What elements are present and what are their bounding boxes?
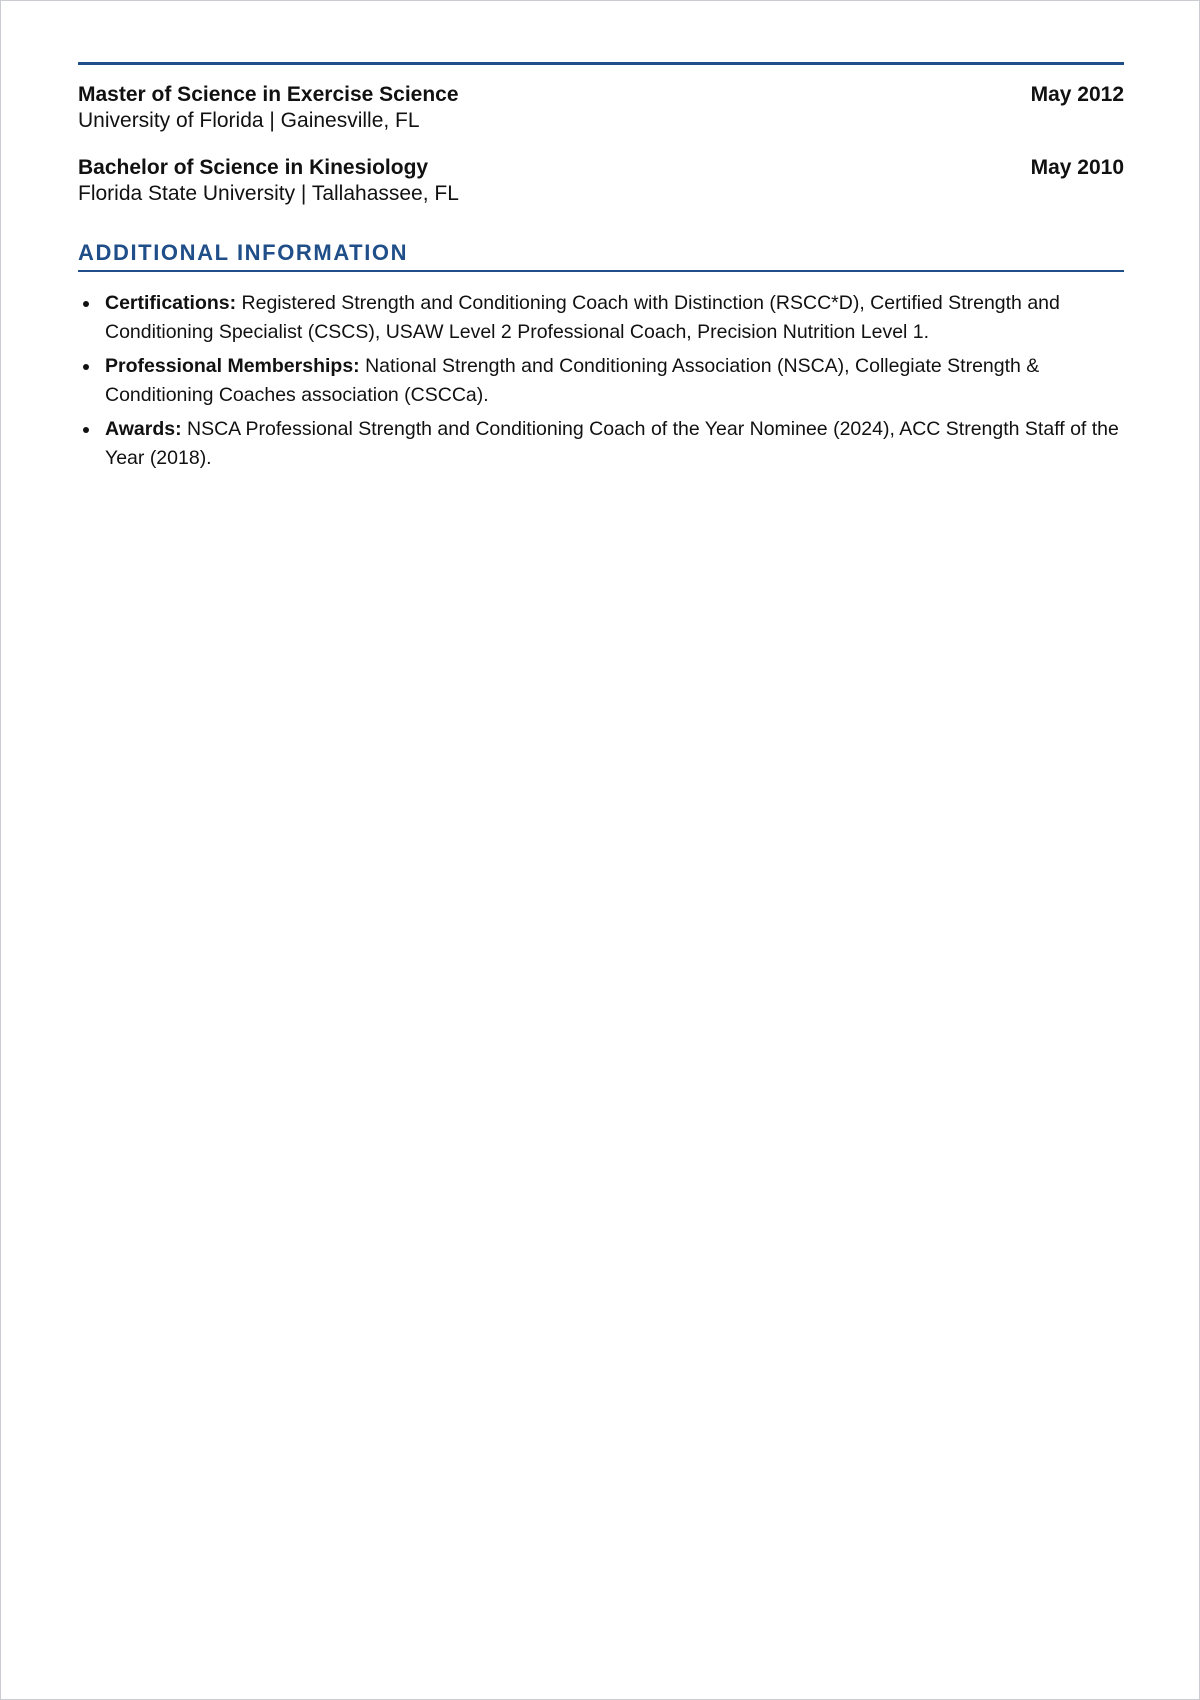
item-text: NSCA Professional Strength and Conditioning Coach of the Year Nominee (2024), ACC Strength Staff of the Year (2018).	[105, 418, 1119, 469]
education-entry	[78, 155, 1124, 207]
list-item-certifications	[78, 289, 1124, 346]
list-item-professional-memberships	[78, 352, 1124, 409]
bullet-icon	[83, 427, 89, 433]
item-label: Certifications:	[105, 292, 242, 314]
section-heading-additional-information: ADDITIONAL INFORMATION	[78, 240, 409, 265]
list-item-awards	[78, 415, 1124, 472]
education-entry-header	[78, 155, 1124, 181]
school-location: University of Florida | Gainesville, FL	[78, 109, 420, 132]
education-entry	[78, 82, 1124, 134]
degree-title: Bachelor of Science in Kinesiology	[78, 156, 429, 179]
degree-title: Master of Science in Exercise Science	[78, 83, 459, 106]
school-location: Florida State University | Tallahassee, FL	[78, 182, 459, 205]
bullet-icon	[83, 364, 89, 370]
additional-information-list	[78, 289, 1124, 478]
section-divider-top	[78, 62, 1124, 65]
bullet-icon	[83, 301, 89, 307]
item-label: Awards:	[105, 418, 187, 440]
item-label: Professional Memberships:	[105, 355, 366, 377]
graduation-date: May 2010	[1030, 156, 1124, 179]
item-text: National Strength and Conditioning Association (NSCA), Collegiate Strength & Conditioning Coaches association (CSCCa).	[105, 355, 1040, 406]
section-heading-underline	[78, 270, 1124, 272]
graduation-date: May 2012	[1030, 83, 1124, 106]
item-text: Registered Strength and Conditioning Coach with Distinction (RSCC*D), Certified Strength and Conditioning Specialist (CSCS), USAW Level 2 Professional Coach, Precision Nutrition Level 1.	[105, 292, 1060, 343]
education-entry-header	[78, 82, 1124, 108]
